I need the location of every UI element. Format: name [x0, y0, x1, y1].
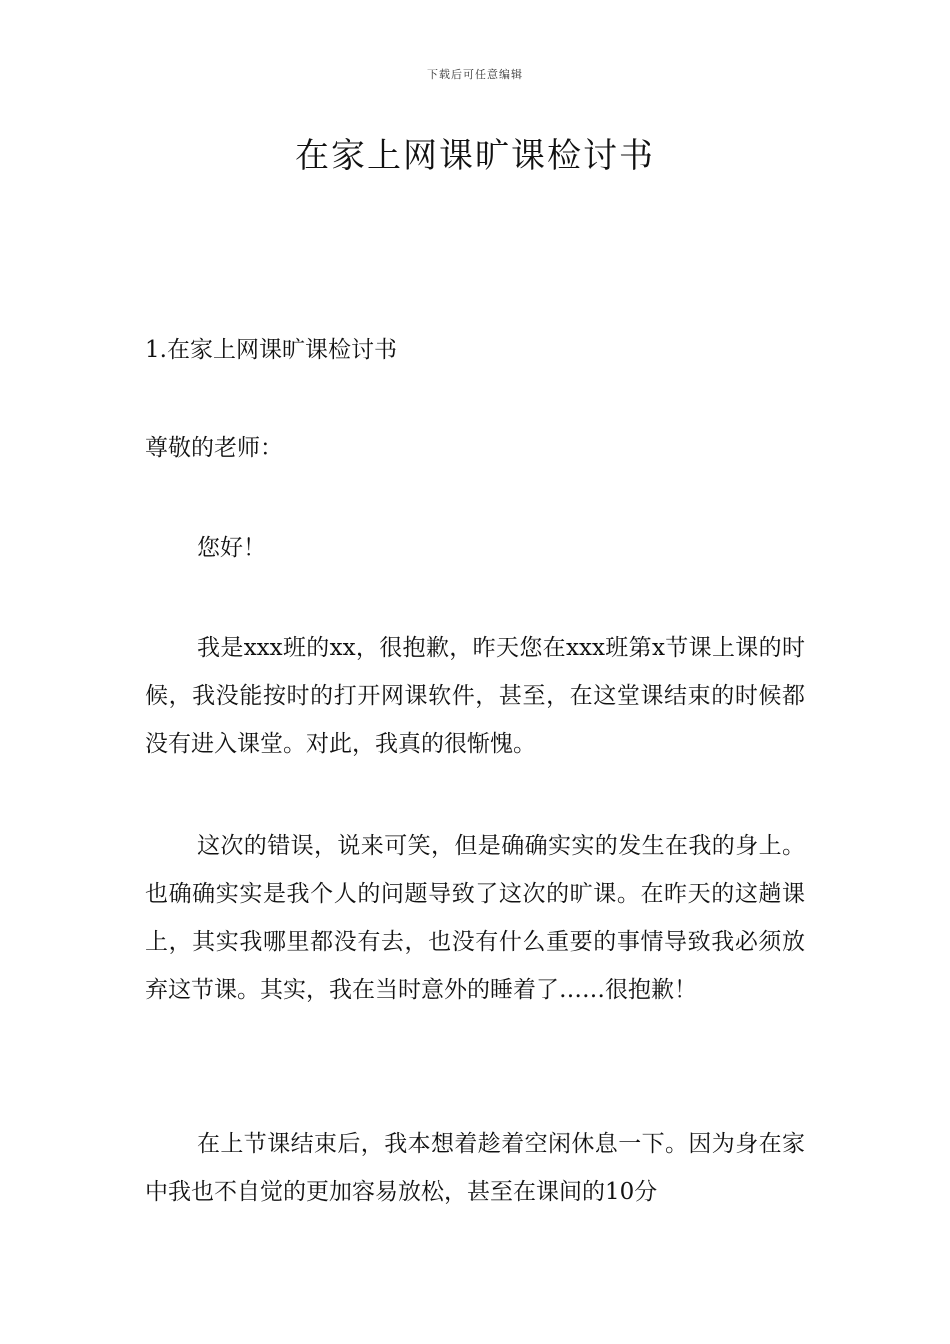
document-title: 在家上网课旷课检讨书: [295, 136, 655, 176]
header-note: 下载后可任意编辑: [427, 68, 523, 81]
body-paragraph: 这次的错误，说来可笑，但是确确实实的发生在我的身上。也确确实实是我个人的问题导致了这次的旷课。在昨天的这趟课上，其实我哪里都没有去，也没有什么重要的事情导致我必须放弃这节课。其实，我在当时意外的睡着了……很抱歉！: [145, 833, 805, 1003]
greeting: 您好！: [197, 535, 266, 561]
salutation: 尊敬的老师：: [145, 435, 283, 461]
section-heading: 1.在家上网课旷课检讨书: [145, 337, 397, 363]
body-paragraph: 在上节课结束后，我本想着趁着空闲休息一下。因为身在家中我也不自觉的更加容易放松，甚至在课间的10分: [145, 1131, 805, 1205]
body-paragraph: 我是xxx班的xx，很抱歉，昨天您在xxx班第x节课上课的时候，我没能按时的打开网课软件，甚至，在这堂课结束的时候都没有进入课堂。对此，我真的很惭愧。: [145, 635, 805, 757]
